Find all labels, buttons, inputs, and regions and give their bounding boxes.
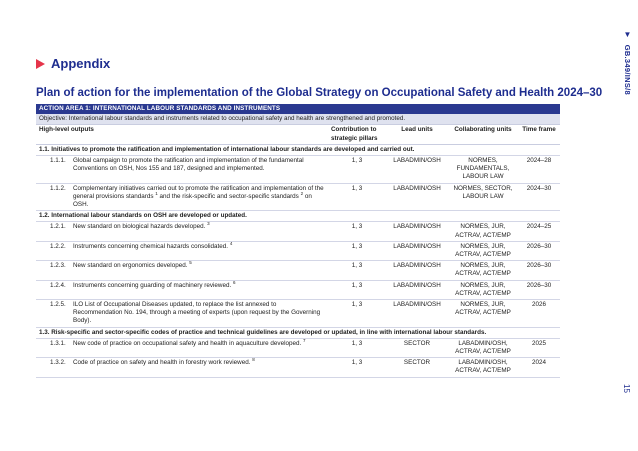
action-plan-table bbox=[36, 104, 560, 378]
collaborating-units: NORMES, JUR, ACTRAV, ACT/EMP bbox=[448, 261, 518, 280]
lead-unit: LABADMIN/OSH bbox=[386, 300, 448, 328]
footnote-ref[interactable]: 1 bbox=[155, 190, 158, 196]
output-description bbox=[70, 358, 328, 377]
footnote-ref[interactable]: 6 bbox=[232, 279, 236, 285]
output-number: 1.2.4. bbox=[36, 280, 70, 299]
strategic-pillars: 1, 3 bbox=[328, 183, 386, 211]
output-text: New standard on biological hazards developed. bbox=[73, 223, 206, 231]
action-area-title: ACTION AREA 1: INTERNATIONAL LABOUR STANDARDS AND INSTRUMENTS bbox=[36, 104, 560, 114]
document-code-text: GB.349/INS/8 bbox=[623, 44, 632, 95]
output-text: New code of practice on occupational safety and health in aquaculture developed. bbox=[73, 339, 302, 347]
table-row bbox=[36, 261, 560, 280]
output-text: ILO List of Occupational Diseases updated, to replace the list annexed to Recommendation No. 194, through a meeting of experts (upon request by the Governing Body). bbox=[73, 301, 321, 325]
table-row bbox=[36, 358, 560, 377]
lead-unit: LABADMIN/OSH bbox=[386, 183, 448, 211]
section-title: 1.1. Initiatives to promote the ratification and implementation of international labour standards are developed and carried out. bbox=[36, 144, 560, 155]
footnote-ref[interactable]: 2 bbox=[300, 190, 304, 196]
time-frame: 2026–30 bbox=[518, 261, 560, 280]
section-row bbox=[36, 211, 560, 222]
section-title: 1.2. International labour standards on OSH are developed or updated. bbox=[36, 211, 560, 222]
output-text: New standard on ergonomics developed. bbox=[73, 262, 188, 270]
footnote-ref[interactable]: 7 bbox=[303, 337, 306, 343]
collaborating-units: NORMES, JUR, ACTRAV, ACT/EMP bbox=[448, 300, 518, 328]
section-row bbox=[36, 144, 560, 155]
lead-unit: LABADMIN/OSH bbox=[386, 156, 448, 184]
time-frame: 2026–30 bbox=[518, 241, 560, 260]
output-number: 1.2.5. bbox=[36, 300, 70, 328]
page-number: 15 bbox=[622, 384, 631, 393]
header-contribution bbox=[328, 125, 386, 144]
collaborating-units: LABADMIN/OSH, ACTRAV, ACT/EMP bbox=[448, 338, 518, 357]
footnote-ref[interactable]: 4 bbox=[229, 240, 233, 246]
action-area-row bbox=[36, 104, 560, 114]
triangle-bullet-icon bbox=[36, 59, 45, 69]
strategic-pillars: 1, 3 bbox=[328, 156, 386, 184]
lead-unit: SECTOR bbox=[386, 358, 448, 377]
output-text: Complementary initiatives carried out to promote the ratification and implementation of the general provisions standards bbox=[73, 184, 324, 200]
output-description bbox=[70, 183, 328, 211]
appendix-label: Appendix bbox=[51, 56, 111, 71]
lead-unit: LABADMIN/OSH bbox=[386, 241, 448, 260]
collaborating-units: NORMES, JUR, ACTRAV, ACT/EMP bbox=[448, 241, 518, 260]
strategic-pillars: 1, 3 bbox=[328, 300, 386, 328]
output-description bbox=[70, 156, 328, 184]
section-title: 1.3. Risk-specific and sector-specific codes of practice and technical guidelines are developed or updated, in line with international labour standards. bbox=[36, 327, 560, 338]
output-description bbox=[70, 261, 328, 280]
lead-unit: LABADMIN/OSH bbox=[386, 222, 448, 241]
output-number: 1.3.1. bbox=[36, 338, 70, 357]
strategic-pillars: 1, 3 bbox=[328, 222, 386, 241]
output-description bbox=[70, 241, 328, 260]
appendix-heading bbox=[36, 56, 110, 71]
table-row bbox=[36, 156, 560, 184]
output-text: and the risk-specific and sector-specific standards bbox=[157, 192, 299, 200]
output-description bbox=[70, 300, 328, 328]
strategic-pillars: 1, 3 bbox=[328, 241, 386, 260]
time-frame: 2026–30 bbox=[518, 280, 560, 299]
output-description bbox=[70, 280, 328, 299]
objective-text: Objective: International labour standards and instruments related to occupational safety and health are strengthened and promoted. bbox=[36, 114, 560, 125]
time-frame: 2024–30 bbox=[518, 183, 560, 211]
strategic-pillars: 1, 3 bbox=[328, 358, 386, 377]
lead-unit: LABADMIN/OSH bbox=[386, 261, 448, 280]
output-number: 1.2.3. bbox=[36, 261, 70, 280]
triangle-marker-icon: ▼ bbox=[623, 30, 632, 40]
output-description bbox=[70, 338, 328, 357]
output-text: Instruments concerning guarding of machinery reviewed. bbox=[73, 281, 232, 289]
collaborating-units: NORMES, JUR, ACTRAV, ACT/EMP bbox=[448, 280, 518, 299]
output-description bbox=[70, 222, 328, 241]
table-row bbox=[36, 338, 560, 357]
output-text: Instruments concerning chemical hazards consolidated. bbox=[73, 242, 229, 250]
section-row bbox=[36, 327, 560, 338]
strategic-pillars: 1, 3 bbox=[328, 280, 386, 299]
output-number: 1.2.1. bbox=[36, 222, 70, 241]
output-number: 1.1.1. bbox=[36, 156, 70, 184]
collaborating-units: LABADMIN/OSH, ACTRAV, ACT/EMP bbox=[448, 358, 518, 377]
collaborating-units: NORMES, SECTOR, LABOUR LAW bbox=[448, 183, 518, 211]
table-row bbox=[36, 183, 560, 211]
header-lead: Lead units bbox=[386, 125, 448, 144]
output-text: on OSH. bbox=[73, 192, 312, 209]
output-number: 1.3.2. bbox=[36, 358, 70, 377]
footnote-ref[interactable]: 3 bbox=[207, 221, 210, 227]
header-collab: Collaborating units bbox=[448, 125, 518, 144]
footnote-ref[interactable]: 5 bbox=[189, 260, 192, 266]
footnote-ref[interactable]: 8 bbox=[252, 357, 255, 363]
strategic-pillars: 1, 3 bbox=[328, 338, 386, 357]
time-frame: 2024–25 bbox=[518, 222, 560, 241]
output-text: Code of practice on safety and health in forestry work reviewed. bbox=[73, 359, 251, 367]
document-code bbox=[623, 30, 632, 95]
header-contribution-line2: strategic pillars bbox=[331, 134, 378, 142]
collaborating-units: NORMES, FUNDAMENTALS, LABOUR LAW bbox=[448, 156, 518, 184]
table-row bbox=[36, 280, 560, 299]
output-number: 1.1.2. bbox=[36, 183, 70, 211]
table-row bbox=[36, 222, 560, 241]
output-number: 1.2.2. bbox=[36, 241, 70, 260]
time-frame: 2024–28 bbox=[518, 156, 560, 184]
table-row bbox=[36, 300, 560, 328]
time-frame: 2026 bbox=[518, 300, 560, 328]
page-title: Plan of action for the implementation of the Global Strategy on Occupational Safety and Health 2024–30 bbox=[36, 87, 603, 99]
table-header-row bbox=[36, 125, 560, 144]
header-contribution-line1: Contribution to bbox=[331, 126, 377, 134]
output-text: Global campaign to promote the ratification and implementation of the fundamental Conventions on OSH, Nos 155 and 187, designed and implemented. bbox=[73, 157, 304, 173]
time-frame: 2024 bbox=[518, 358, 560, 377]
table-row bbox=[36, 241, 560, 260]
header-outputs: High-level outputs bbox=[36, 125, 328, 144]
collaborating-units: NORMES, JUR, ACTRAV, ACT/EMP bbox=[448, 222, 518, 241]
header-time: Time frame bbox=[518, 125, 560, 144]
time-frame: 2025 bbox=[518, 338, 560, 357]
lead-unit: SECTOR bbox=[386, 338, 448, 357]
lead-unit: LABADMIN/OSH bbox=[386, 280, 448, 299]
strategic-pillars: 1, 3 bbox=[328, 261, 386, 280]
objective-row bbox=[36, 114, 560, 125]
